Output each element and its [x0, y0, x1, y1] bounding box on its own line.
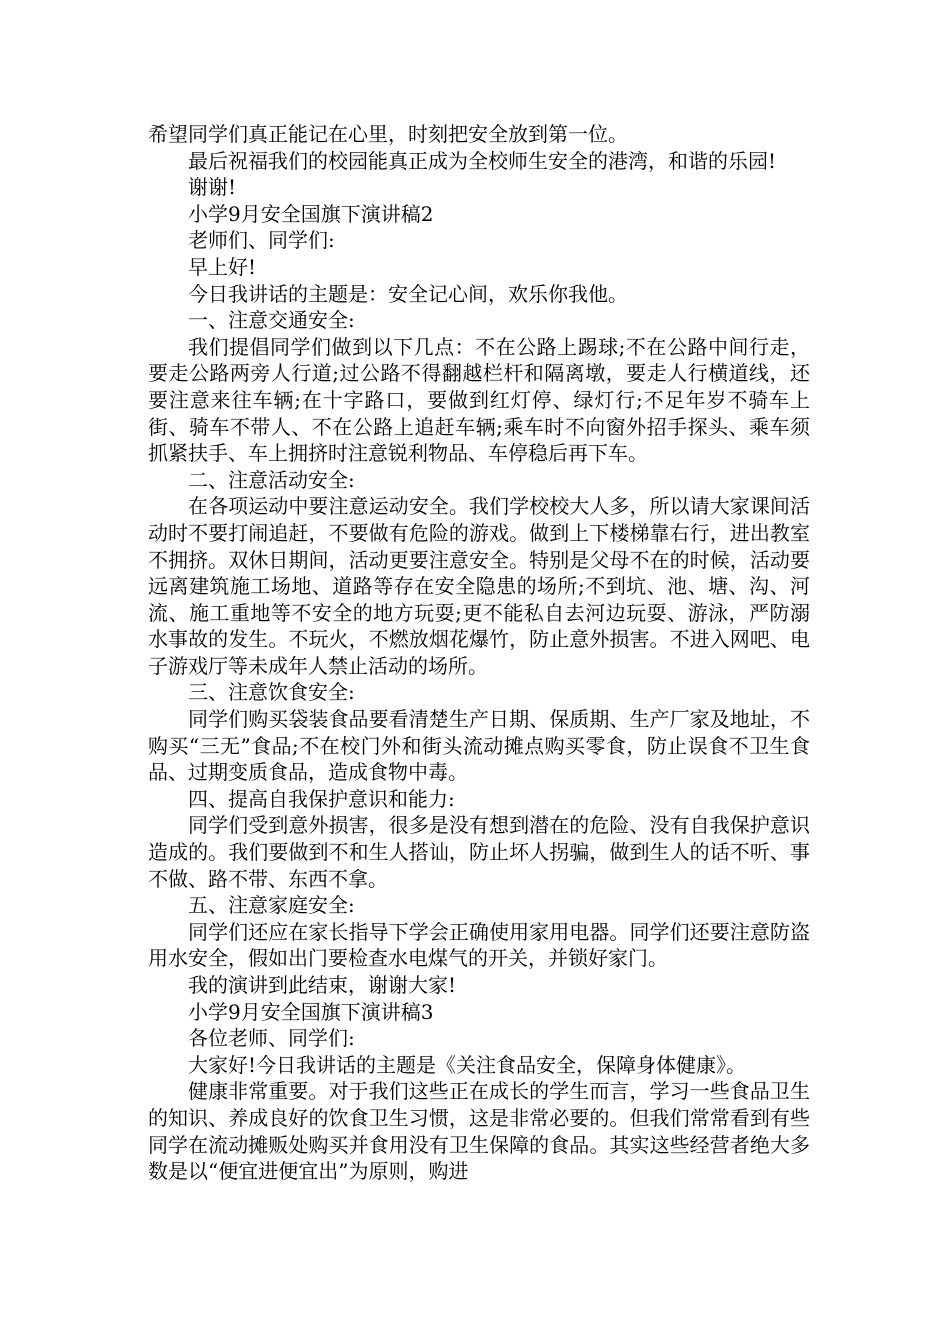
paragraph-food: 同学们购买袋装食品要看清楚生产日期、保质期、生产厂家及地址，不购买“三无”食品;不在校门外和街头流动摊点购买零食，防止误食不卫生食品、过期变质食品，造成食物中毒。 [148, 707, 810, 785]
paragraph-traffic: 我们提倡同学们做到以下几点：不在公路上踢球;不在公路中间行走，要走公路两旁人行道;过公路不得翻越栏杆和隔离墩，要走人行横道线，还要注意来往车辆;在十字路口，要做到红灯停、绿灯行;不足年岁不骑车上街、骑车不带人、不在公路上追赶车辆;乘车时不向窗外招手探头、乘车须抓紧扶手、车上拥挤时注意锐利物品、车停稳后再下车。 [148, 334, 810, 466]
salutation-3: 各位老师、同学们: [188, 1026, 355, 1051]
paragraph-activity: 在各项运动中要注意运动安全。我们学校校大人多，所以请大家课间活动时不要打闹追赶，不要做有危险的游戏。做到上下楼梯靠右行，进出教室不拥挤。双休日期间，活动更要注意安全。特别是父母不在的时候，活动要远离建筑施工场地、道路等存在安全隐患的场所;不到坑、池、塘、沟、河流、施工重地等不安全的地方玩耍;更不能私自去河边玩耍、游泳，严防溺水事故的发生。不玩火，不燃放烟花爆竹，防止意外损害。不进入网吧、电子游戏厅等未成年人禁止活动的场所。 [148, 494, 810, 678]
paragraph-health: 健康非常重要。对于我们这些正在成长的学生而言，学习一些食品卫生的知识、养成良好的饮食卫生习惯，这是非常必要的。但我们常常看到有些同学在流动摊贩处购买并食用没有卫生保障的食品。其实这些经营者绝大多数是以“便宜进便宜出”为原则，购进 [148, 1079, 810, 1184]
paragraph-topic: 今日我讲话的主题是：安全记心间，欢乐你我他。 [188, 281, 628, 306]
salutation: 老师们、同学们: [188, 228, 335, 253]
section-heading-self-protection: 四、提高自我保护意识和能力: [188, 786, 455, 811]
paragraph-continuation: 希望同学们真正能记在心里，时刻把安全放到第一位。 [148, 122, 628, 146]
paragraph-topic-3: 大家好!今日我讲话的主题是《关注食品安全，保障身体健康》。 [188, 1052, 747, 1077]
document-body [148, 121, 810, 1185]
paragraph-closing: 我的演讲到此结束，谢谢大家! [188, 973, 457, 997]
speech-title-2: 小学9月安全国旗下演讲稿2 [188, 201, 434, 226]
paragraph-thanks: 谢谢! [188, 175, 237, 200]
paragraph-blessing: 最后祝福我们的校园能真正成为全校师生安全的港湾，和谐的乐园! [188, 148, 777, 173]
section-heading-food: 三、注意饮食安全: [188, 680, 355, 705]
greeting: 早上好! [188, 254, 257, 279]
section-heading-activity: 二、注意活动安全: [188, 467, 355, 492]
speech-title-3: 小学9月安全国旗下演讲稿3 [188, 999, 434, 1024]
paragraph-self-protection: 同学们受到意外损害，很多是没有想到潜在的危险、没有自我保护意识造成的。我们要做到不和生人搭讪，防止坏人拐骗，做到生人的话不听、事不做、路不带、东西不拿。 [148, 813, 810, 891]
section-heading-home: 五、注意家庭安全: [188, 893, 355, 918]
paragraph-home: 同学们还应在家长指导下学会正确使用家用电器。同学们还要注意防盗用水安全，假如出门要检查水电煤气的开关，并锁好家门。 [148, 919, 810, 971]
section-heading-traffic: 一、注意交通安全: [188, 308, 355, 333]
